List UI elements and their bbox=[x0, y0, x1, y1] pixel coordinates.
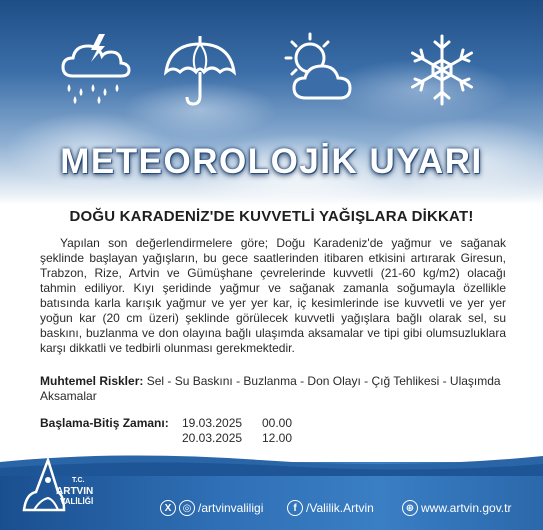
umbrella-icon bbox=[160, 30, 240, 110]
end-time: 12.00 bbox=[262, 431, 293, 445]
logo-text-artvin: ARTVIN bbox=[56, 486, 94, 497]
start-date: 19.03.2025 bbox=[182, 416, 243, 430]
banner-title: METEOROLOJİK UYARI bbox=[60, 142, 483, 181]
website-url: www.artvin.gov.tr bbox=[421, 501, 512, 515]
logo-text-valiligi: VALİLİĞİ bbox=[60, 497, 94, 506]
footer-bar bbox=[0, 462, 543, 530]
social-facebook-link[interactable] bbox=[287, 498, 374, 518]
instagram-icon: ◎ bbox=[179, 500, 195, 516]
social-facebook-handle: /Valilik.Artvin bbox=[306, 501, 374, 515]
x-icon: X bbox=[160, 500, 176, 516]
headline: DOĞU KARADENİZ'DE KUVVETLİ YAĞIŞLARA DİKKAT! bbox=[69, 208, 474, 225]
logo-text-tc: T.C. bbox=[72, 477, 85, 484]
artvin-valiligi-logo bbox=[14, 454, 104, 526]
schedule-label: Başlama-Bitiş Zamanı: bbox=[40, 416, 169, 430]
risks-label: Muhtemel Riskler: bbox=[40, 374, 144, 388]
social-x-handle: /artvinvaliligi bbox=[198, 501, 264, 515]
end-date: 20.03.2025 bbox=[182, 431, 243, 445]
globe-icon: ⊕ bbox=[402, 500, 418, 516]
snowflake-icon bbox=[402, 30, 482, 110]
start-time: 00.00 bbox=[262, 416, 293, 430]
schedule-start-row bbox=[40, 416, 292, 431]
sky-banner bbox=[0, 0, 543, 205]
sun-cloud-icon bbox=[280, 30, 360, 110]
social-x-link[interactable] bbox=[160, 498, 263, 518]
website-link[interactable] bbox=[402, 498, 511, 518]
risks-section bbox=[40, 374, 506, 404]
warning-body: Yapılan son değerlendirmelere göre; Doğu Karadeniz'de yağmur ve sağanak şeklinde başlayan yağışların, bu gece saatlerinden itibaren etkisini artırarak Giresun, Trabzon, Rize, Artvin ve Gümüşhane çevrelerinde kuvvetli (21-60 kg/m2) olacağı tahmin ediliyor. Kıyı şeridinde yağmur ve sağanak zamanla soğumayla özellikle batısında karla karışık yağmur ve yer yer kar, iç kesimlerinde ise kuvvetli ve yer yer yoğun kar (20 cm üzeri) şeklinde görülecek kuvvetli yağışlara bağlı olarak sel, su baskını, buzlanma ve don olayına bağlı ulaşımda aksamalar ve tipi gibi olumsuzluklara karşı dikkatli ve tedbirli olunması gerekmektedir. bbox=[40, 236, 506, 355]
schedule-section bbox=[40, 416, 292, 446]
schedule-end-row bbox=[40, 431, 292, 446]
facebook-icon: f bbox=[287, 500, 303, 516]
risks-value: Sel - Su Baskını - Buzlanma - Don Olayı - Çığ Tehlikesi - Ulaşımda Aksamalar bbox=[40, 374, 501, 403]
thunderstorm-rain-icon bbox=[55, 30, 135, 110]
